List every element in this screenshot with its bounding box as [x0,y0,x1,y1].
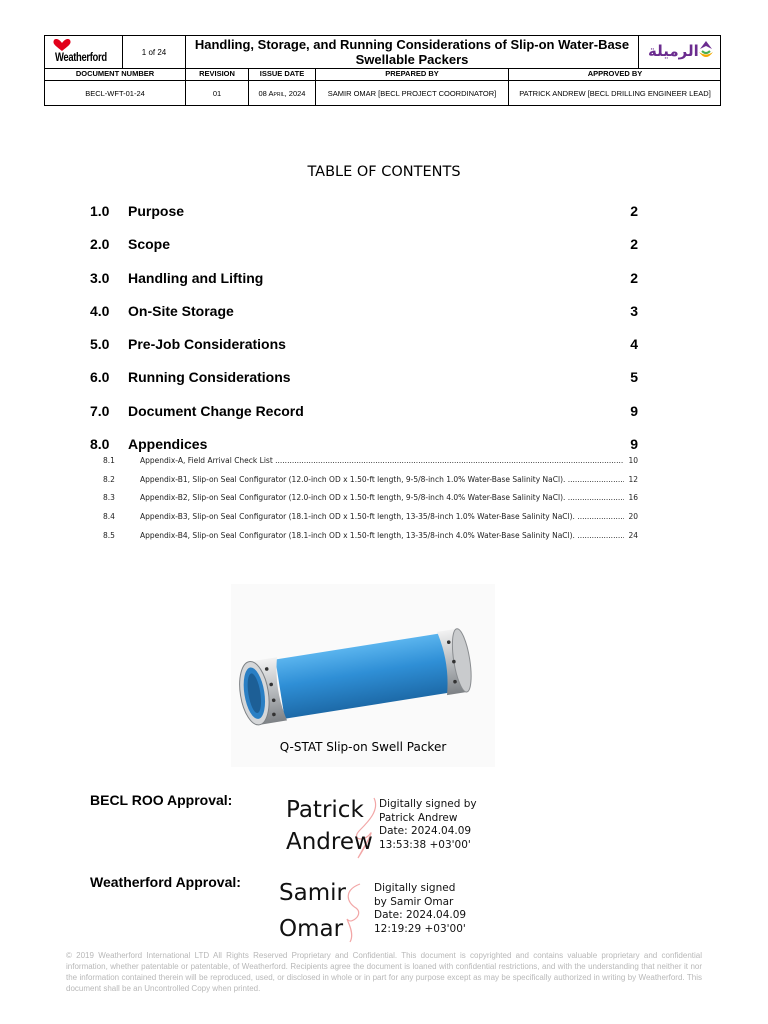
toc-subentry-page: 10 [628,456,638,465]
toc-entry-page: 9 [630,403,638,419]
weatherford-signature-line: 12:19:29 +03'00' [374,922,466,935]
page-info: 1 of 24 [141,47,167,57]
toc-subentry-page: 16 [628,493,638,502]
toc-entry-page: 2 [630,270,638,286]
toc-subentry-number: 8.3 [103,493,115,502]
becl-signature-line: Date: 2024.04.09 [379,825,472,837]
becl-signature-last: Andrew [286,829,373,855]
issue-date-header: ISSUE DATE [259,69,305,78]
toc-entry-label: Appendices [128,436,208,452]
rumaila-logo [639,36,721,68]
becl-signature-details [379,798,477,852]
weatherford-wordmark: Weatherford [55,52,107,64]
toc-subentry[interactable] [103,512,638,522]
document-number-value: BECL-WFT-01-24 [85,89,145,98]
toc-subentry-label: Appendix-A, Field Arrival Check List ..... [140,456,624,465]
confidentiality-footer: © 2019 Weatherford International LTD All Rights Reserved Proprietary and Confidential. This document is copyrighted and contains valuable proprietary and confidential information, whether patentable or patentable, of Weatherford. Recipients agree the document is loaned with confidential restrictions, and with the understanding that neither it nor the information contained therein will be reproduced, used, or disclosed in whole or in part for any purpose except as may be specifically authorized in writing by Weatherford. This document shall be an Uncontrolled Copy when printed. [66,951,702,993]
weatherford-logo [45,36,122,68]
document-number-header: DOCUMENT NUMBER [75,69,155,78]
toc-entry[interactable] [90,436,638,454]
document-header [44,35,721,106]
toc-entry-number: 7.0 [90,403,110,419]
toc-entry-number: 3.0 [90,270,110,286]
toc-subentry-number: 8.4 [103,512,115,521]
toc-entry-page: 2 [630,236,638,252]
toc-entry[interactable] [90,203,638,221]
toc-entry-label: Pre-Job Considerations [128,336,286,352]
toc-entry[interactable] [90,270,638,288]
revision-header: REVISION [199,69,235,78]
toc-entry-number: 6.0 [90,369,110,385]
toc-subentry[interactable] [103,531,638,541]
toc-subentry[interactable] [103,493,638,503]
issue-date-value: 08 April, 2024 [258,89,306,98]
toc-subentry-number: 8.1 [103,456,115,465]
toc-entry[interactable] [90,403,638,421]
becl-signature-first: Patrick [286,797,364,823]
weatherford-signature-line: Digitally signed [374,882,456,894]
toc-entry-number: 2.0 [90,236,110,252]
weatherford-bird-icon [52,38,72,52]
toc-entry-number: 8.0 [90,436,110,452]
toc-entry-label: Scope [128,236,171,252]
rumaila-wordmark: الرميلة [648,42,699,60]
weatherford-signature-first: Samir [279,880,346,906]
prepared-by-value: SAMIR OMAR [BECL PROJECT COORDINATOR] [327,89,497,98]
weatherford-signature-line: Date: 2024.04.09 [374,909,467,921]
revision-value: 01 [212,89,222,98]
toc-entry-number: 4.0 [90,303,110,319]
toc-subentry-label: Appendix-B4, Slip-on Seal Configurator (18.1-inch OD x 1.50-ft length, 13-35/8-inch 4.0% Water-Base Salinity NaCl). ..... [140,531,624,540]
toc-subentry[interactable] [103,456,638,466]
toc-entry-label: On-Site Storage [128,303,234,319]
becl-signature-line: Patrick Andrew [379,811,458,824]
toc-entry-label: Purpose [128,203,185,219]
becl-signature-line: 13:53:38 +03'00' [379,838,471,851]
weatherford-signature-details [374,882,466,936]
toc-entry[interactable] [90,236,638,254]
toc-entry[interactable] [90,303,638,321]
toc-entry-page: 5 [630,369,638,385]
toc-entry-page: 4 [630,336,638,352]
toc-entry[interactable] [90,369,638,387]
toc-entry-label: Document Change Record [128,403,304,419]
document-title: Handling, Storage, and Running Considerations of Slip-on Water-Base Swellable Packers [194,37,630,67]
toc-subentry-page: 24 [628,531,638,540]
rumaila-drop-icon [697,40,715,62]
becl-signature-line: Digitally signed by [379,798,477,810]
toc-title: TABLE OF CONTENTS [307,164,461,180]
toc-entry[interactable] [90,336,638,354]
toc-entry-number: 5.0 [90,336,110,352]
toc-subentry-page: 12 [628,475,638,484]
toc-entry-label: Handling and Lifting [128,270,264,286]
weatherford-signature-line: by Samir Omar [374,895,454,908]
toc-entry-number: 1.0 [90,203,110,219]
weatherford-signature-last: Omar [279,916,344,942]
toc-subentry-page: 20 [628,512,638,521]
toc-subentry-number: 8.5 [103,531,115,540]
toc-subentry-label: Appendix-B3, Slip-on Seal Configurator (18.1-inch OD x 1.50-ft length, 13-35/8-inch 1.0% Water-Base Salinity NaCl). ..... [140,512,624,521]
approved-by-header: APPROVED BY [587,69,643,78]
toc-entry-page: 2 [630,203,638,219]
toc-subentry-label: Appendix-B1, Slip-on Seal Configurator (12.0-inch OD x 1.50-ft length, 9-5/8-inch 1.0% Water-Base Salinity NaCl). ..... [140,475,624,484]
figure-caption: Q-STAT Slip-on Swell Packer [279,740,447,754]
toc-entry-label: Running Considerations [128,369,291,385]
prepared-by-header: PREPARED BY [385,69,439,78]
toc-entry-page: 9 [630,436,638,452]
weatherford-approval-label: Weatherford Approval: [90,874,241,890]
approved-by-value: PATRICK ANDREW [BECL DRILLING ENGINEER LEAD] [519,89,711,98]
toc-subentry-label: Appendix-B2, Slip-on Seal Configurator (12.0-inch OD x 1.50-ft length, 9-5/8-inch 4.0% Water-Base Salinity NaCl). ..... [140,493,624,502]
toc-entry-page: 3 [630,303,638,319]
toc-subentry-number: 8.2 [103,475,115,484]
toc-subentry[interactable] [103,475,638,485]
becl-approval-label: BECL ROO Approval: [90,792,233,808]
